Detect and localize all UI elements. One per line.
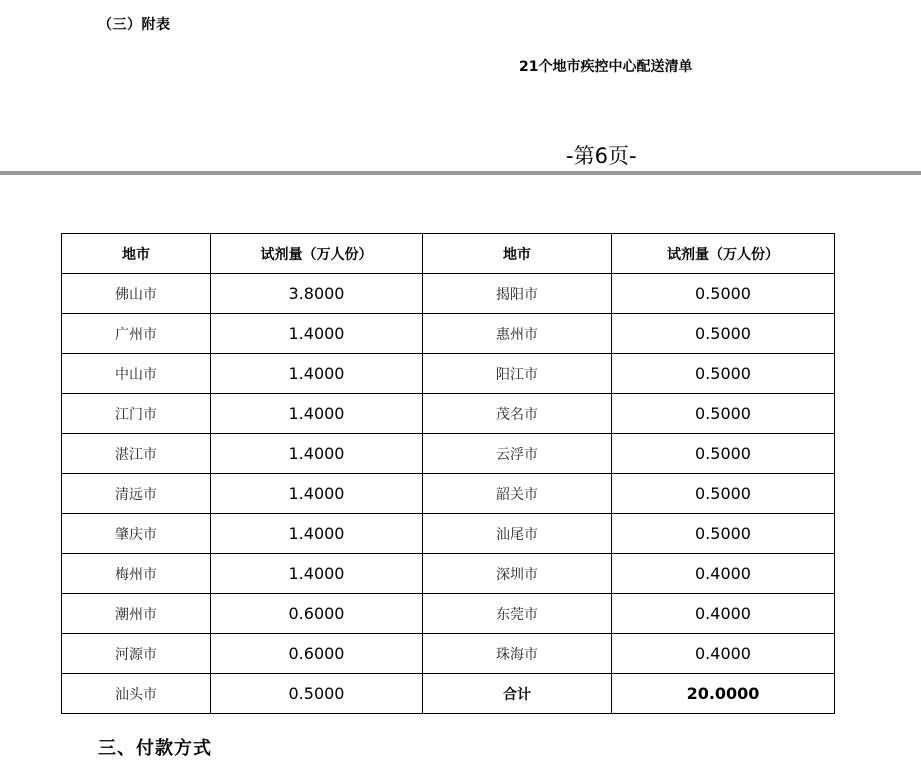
page-divider bbox=[0, 171, 921, 175]
city-cell: 东莞市 bbox=[423, 594, 612, 634]
amount-cell: 1.4000 bbox=[211, 314, 423, 354]
amount-cell: 0.4000 bbox=[612, 634, 835, 674]
table-row bbox=[62, 434, 835, 474]
city-cell: 汕尾市 bbox=[423, 514, 612, 554]
amount-cell: 1.4000 bbox=[211, 514, 423, 554]
section-heading: （三）附表 bbox=[98, 17, 171, 33]
city-cell: 茂名市 bbox=[423, 394, 612, 434]
amount-cell: 0.5000 bbox=[612, 474, 835, 514]
city-cell: 广州市 bbox=[62, 314, 211, 354]
amount-cell: 1.4000 bbox=[211, 474, 423, 514]
table-row bbox=[62, 634, 835, 674]
city-cell: 汕头市 bbox=[62, 674, 211, 714]
table-row bbox=[62, 514, 835, 554]
city-cell: 珠海市 bbox=[423, 634, 612, 674]
table-row bbox=[62, 274, 835, 314]
city-cell: 潮州市 bbox=[62, 594, 211, 634]
amount-cell: 0.6000 bbox=[211, 634, 423, 674]
amount-cell: 0.6000 bbox=[211, 594, 423, 634]
amount-cell: 0.5000 bbox=[612, 514, 835, 554]
amount-cell: 0.5000 bbox=[211, 674, 423, 714]
city-cell: 中山市 bbox=[62, 354, 211, 394]
city-cell: 深圳市 bbox=[423, 554, 612, 594]
total-label: 合计 bbox=[423, 674, 612, 714]
amount-cell: 3.8000 bbox=[211, 274, 423, 314]
header-amount-1: 试剂量（万人份） bbox=[211, 234, 423, 274]
table-row bbox=[62, 314, 835, 354]
amount-cell: 1.4000 bbox=[211, 354, 423, 394]
table-row bbox=[62, 554, 835, 594]
next-section-heading: 三、付款方式 bbox=[98, 738, 212, 759]
city-cell: 梅州市 bbox=[62, 554, 211, 594]
amount-cell: 0.5000 bbox=[612, 274, 835, 314]
table-title: 21个地市疾控中心配送清单 bbox=[519, 59, 693, 75]
header-amount-2: 试剂量（万人份） bbox=[612, 234, 835, 274]
city-cell: 揭阳市 bbox=[423, 274, 612, 314]
amount-cell: 0.4000 bbox=[612, 594, 835, 634]
table-row bbox=[62, 594, 835, 634]
city-cell: 佛山市 bbox=[62, 274, 211, 314]
city-cell: 河源市 bbox=[62, 634, 211, 674]
amount-cell: 1.4000 bbox=[211, 554, 423, 594]
amount-cell: 0.5000 bbox=[612, 434, 835, 474]
table-total-row bbox=[62, 674, 835, 714]
table-row bbox=[62, 394, 835, 434]
total-value: 20.0000 bbox=[612, 674, 835, 714]
amount-cell: 0.5000 bbox=[612, 354, 835, 394]
amount-cell: 1.4000 bbox=[211, 394, 423, 434]
header-city-2: 地市 bbox=[423, 234, 612, 274]
amount-cell: 0.4000 bbox=[612, 554, 835, 594]
city-cell: 江门市 bbox=[62, 394, 211, 434]
city-cell: 阳江市 bbox=[423, 354, 612, 394]
table-row bbox=[62, 354, 835, 394]
amount-cell: 0.5000 bbox=[612, 314, 835, 354]
city-cell: 肇庆市 bbox=[62, 514, 211, 554]
city-cell: 惠州市 bbox=[423, 314, 612, 354]
amount-cell: 0.5000 bbox=[612, 394, 835, 434]
table-header-row bbox=[62, 234, 835, 274]
city-cell: 韶关市 bbox=[423, 474, 612, 514]
distribution-table bbox=[61, 233, 835, 714]
table-row bbox=[62, 474, 835, 514]
city-cell: 云浮市 bbox=[423, 434, 612, 474]
amount-cell: 1.4000 bbox=[211, 434, 423, 474]
city-cell: 湛江市 bbox=[62, 434, 211, 474]
city-cell: 清远市 bbox=[62, 474, 211, 514]
page-number: -第6页- bbox=[566, 144, 637, 168]
header-city-1: 地市 bbox=[62, 234, 211, 274]
